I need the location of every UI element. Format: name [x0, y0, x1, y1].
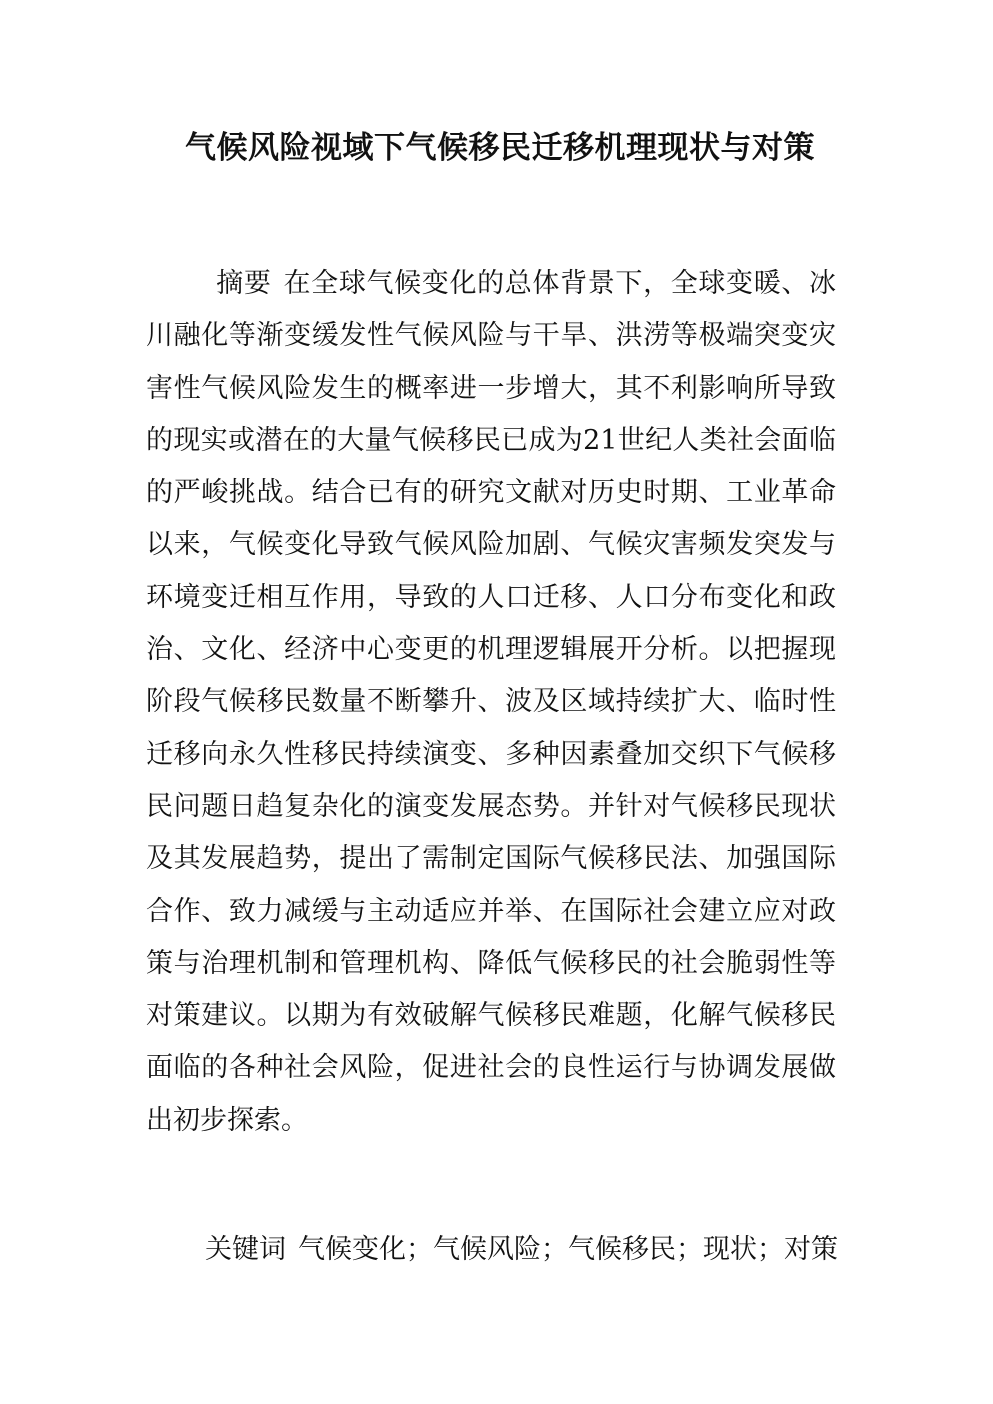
abstract-text: 在全球气候变化的总体背景下，全球变暖、冰川融化等渐变缓发性气候风险与干旱、洪涝等极端突变灾害性气候风险发生的概率进一步增大，其不利影响所导致的现实或潜在的大量气候移民已成为21世纪人类社会面临的严峻挑战。结合已有的研究文献对历史时期、工业革命以来，气候变化导致气候风险加剧、气候灾害频发突发与环境变迁相互作用，导致的人口迁移、人口分布变化和政治、文化、经济中心变更的机理逻辑展开分析。以把握现阶段气候移民数量不断攀升、波及区域持续扩大、临时性迁移向永久性移民持续演变、多种因素叠加交织下气候移民问题日趋复杂化的演变发展态势。并针对气候移民现状及其发展趋势，提出了需制定国际气候移民法、加强国际合作、致力减缓与主动适应并举、在国际社会建立应对政策与治理机制和管理机构、降低气候移民的社会脆弱性等对策建议。以期为有效破解气候移民难题，化解气候移民面临的各种社会风险，促进社会的良性运行与协调发展做出初步探索。: [146, 268, 837, 1136]
paper-title: 气候风险视域下气候移民迁移机理现状与对策: [185, 130, 815, 166]
abstract-paragraph: [146, 258, 836, 1147]
keywords-line: [205, 1224, 845, 1276]
keywords-text: 气候变化；气候风险；气候移民；现状；对策: [298, 1234, 838, 1265]
keywords-label: 关键词: [205, 1234, 286, 1265]
abstract-label: 摘要: [216, 268, 272, 299]
